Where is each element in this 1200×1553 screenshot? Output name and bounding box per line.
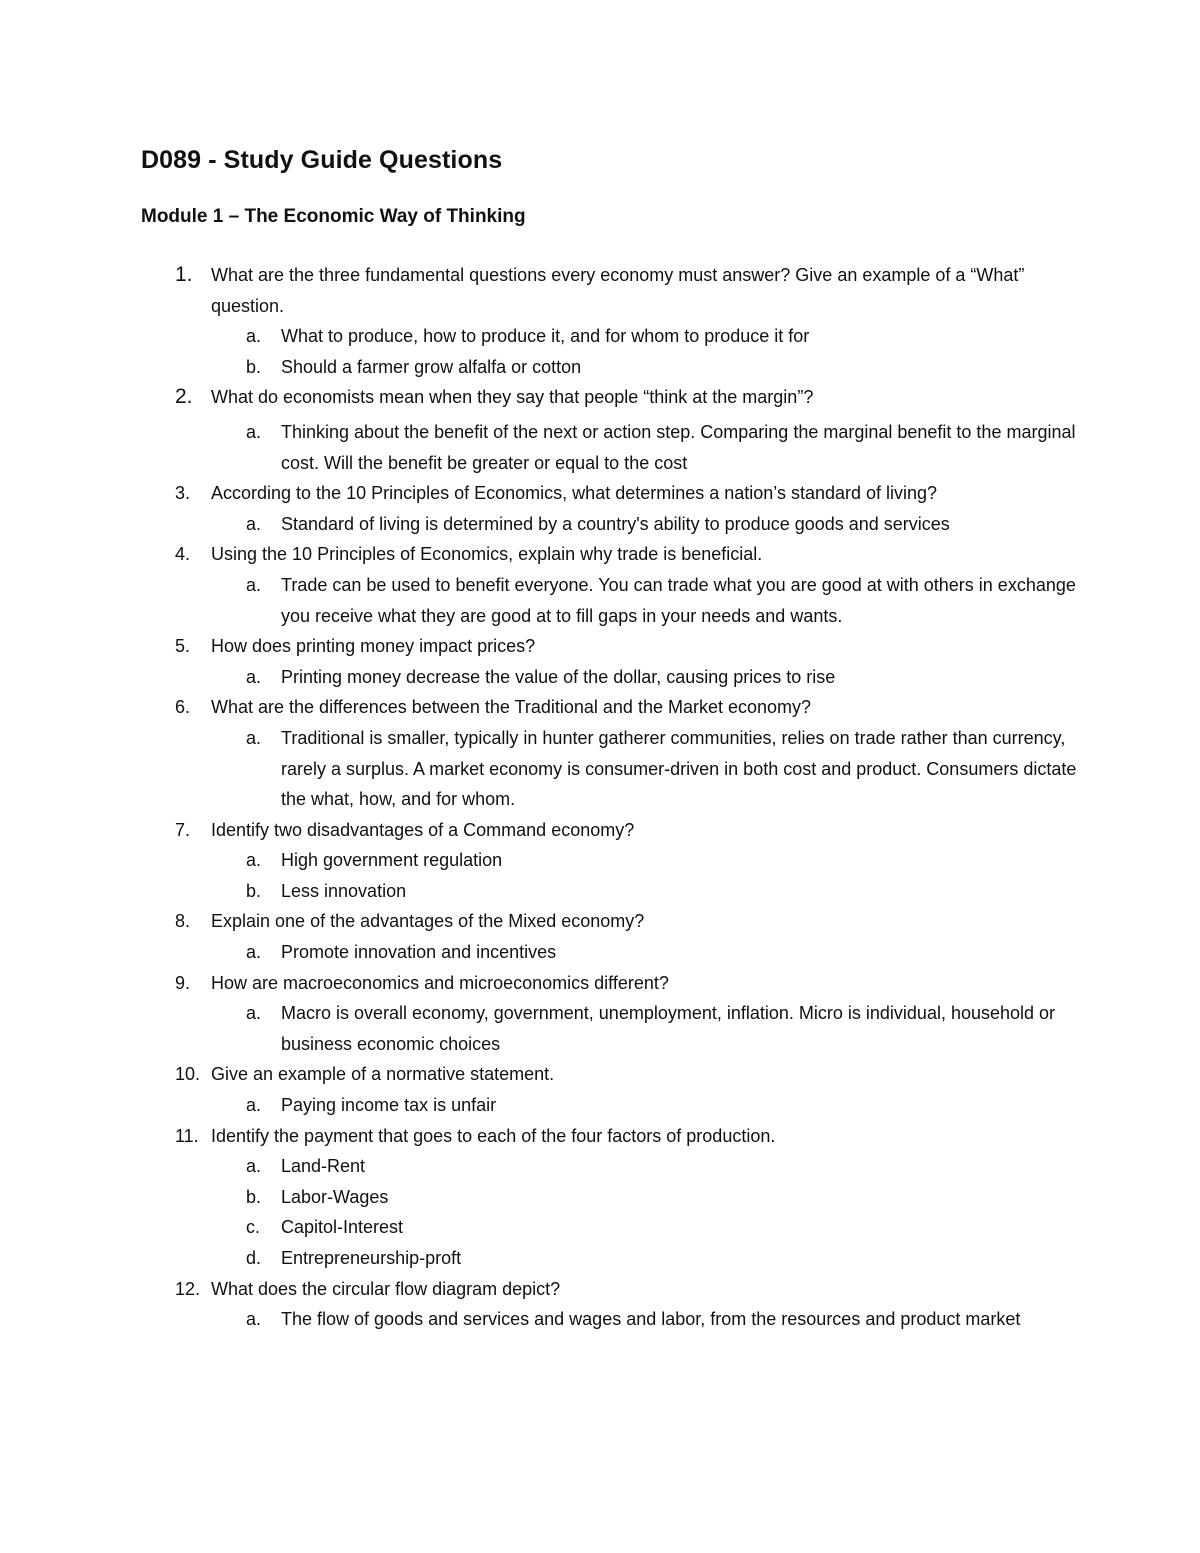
- question-text: What are the differences between the Traditional and the Market economy?: [211, 697, 812, 718]
- answer-letter: a.: [246, 1309, 262, 1330]
- answer-list: [141, 662, 1081, 693]
- question-item: [141, 260, 1081, 382]
- answer-list: [141, 1090, 1081, 1121]
- answer-text: Thinking about the benefit of the next or action step. Comparing the marginal benefit to the marginal cost. Will the benefit be greater or equal to the cost: [281, 421, 1076, 473]
- question-number: 5.: [175, 636, 191, 657]
- answer-text: Should a farmer grow alfalfa or cotton: [281, 356, 582, 377]
- answer-letter: a.: [246, 326, 262, 347]
- question-number: 11.: [175, 1125, 199, 1146]
- question-text: Identify the payment that goes to each of the four factors of production.: [211, 1125, 776, 1146]
- question-number: 9.: [175, 972, 191, 993]
- answer-text: Less innovation: [281, 880, 407, 901]
- question-item: [141, 631, 1081, 692]
- question-number: 4.: [175, 544, 191, 565]
- question-item: [141, 1121, 1081, 1274]
- answer-item: [211, 321, 1081, 352]
- answer-letter: a.: [246, 1095, 262, 1116]
- answer-text: Promote innovation and incentives: [281, 942, 557, 963]
- answer-list: [141, 845, 1081, 906]
- answer-text: Land-Rent: [281, 1156, 366, 1177]
- question-text: Identify two disadvantages of a Command economy?: [211, 819, 635, 840]
- answer-text: The flow of goods and services and wages and labor, from the resources and product market: [281, 1309, 1021, 1330]
- answer-letter: d.: [246, 1248, 262, 1268]
- answer-list: [141, 1304, 1081, 1335]
- question-text: How does printing money impact prices?: [211, 636, 536, 657]
- answer-letter: c.: [246, 1217, 261, 1238]
- question-item: [141, 382, 1081, 478]
- answer-item: [211, 352, 1081, 383]
- answer-letter: a.: [246, 850, 262, 871]
- question-text: How are macroeconomics and microeconomics different?: [211, 972, 669, 993]
- answer-item: [211, 1304, 1081, 1335]
- answer-item: [211, 570, 1081, 631]
- question-number: 10.: [175, 1064, 201, 1085]
- answer-list: [141, 509, 1081, 540]
- answer-item: [211, 1243, 1081, 1274]
- question-item: [141, 478, 1081, 539]
- answer-item: [211, 1212, 1081, 1243]
- answer-text: Labor-Wages: [281, 1186, 389, 1207]
- question-text: According to the 10 Principles of Economics, what determines a nation’s standard of living?: [211, 483, 938, 504]
- answer-item: [211, 417, 1081, 478]
- answer-item: [211, 1090, 1081, 1121]
- question-item: [141, 1274, 1081, 1335]
- answer-text: Paying income tax is unfair: [281, 1095, 497, 1116]
- answer-list: [141, 723, 1081, 815]
- question-number: 1.: [175, 263, 193, 286]
- answer-letter: b.: [246, 1186, 262, 1207]
- answer-list: [141, 321, 1081, 382]
- answer-text: Traditional is smaller, typically in hunter gatherer communities, relies on trade rather than currency, rarely a surplus. A market economy is consumer-driven in both cost and product. Consumers dictate the what, how, and for whom.: [281, 727, 1077, 810]
- answer-item: [211, 1151, 1081, 1182]
- question-number: 7.: [175, 819, 191, 840]
- answer-text: Standard of living is determined by a country's ability to produce goods and services: [281, 513, 950, 534]
- answer-text: High government regulation: [281, 850, 503, 871]
- question-item: [141, 815, 1081, 907]
- answer-letter: a.: [246, 513, 262, 534]
- document-title: D089 - Study Guide Questions: [141, 146, 503, 174]
- question-item: [141, 692, 1081, 814]
- answer-list: [141, 417, 1081, 478]
- question-text: Explain one of the advantages of the Mixed economy?: [211, 911, 645, 932]
- question-number: 3.: [175, 483, 191, 504]
- question-number: 8.: [175, 911, 191, 932]
- question-text: Using the 10 Principles of Economics, explain why trade is beneficial.: [211, 544, 763, 565]
- answer-letter: b.: [246, 880, 262, 901]
- answer-item: [211, 723, 1081, 815]
- answer-letter: a.: [246, 574, 262, 595]
- answer-item: [211, 509, 1081, 540]
- answer-letter: a.: [246, 421, 262, 442]
- answer-list: [141, 937, 1081, 968]
- answer-list: [141, 1151, 1081, 1273]
- answer-item: [211, 937, 1081, 968]
- answer-item: [211, 998, 1081, 1059]
- question-item: [141, 1059, 1081, 1120]
- answer-letter: a.: [246, 666, 262, 687]
- answer-item: [211, 845, 1081, 876]
- answer-item: [211, 1182, 1081, 1213]
- answer-letter: b.: [246, 356, 262, 377]
- question-item: [141, 968, 1081, 1060]
- question-number: 12.: [175, 1278, 201, 1299]
- answer-text: What to produce, how to produce it, and for whom to produce it for: [281, 326, 810, 347]
- question-text: What does the circular flow diagram depict?: [211, 1278, 561, 1299]
- answer-text: Capitol-Interest: [281, 1217, 404, 1238]
- answer-item: [211, 662, 1081, 693]
- question-text: What are the three fundamental questions every economy must answer? Give an example of a “What” question.: [211, 265, 1025, 316]
- answer-text: Macro is overall economy, government, unemployment, inflation. Micro is individual, household or business economic choices: [281, 1003, 1056, 1054]
- answer-letter: a.: [246, 1003, 262, 1024]
- answer-letter: a.: [246, 1156, 262, 1177]
- question-text: Give an example of a normative statement.: [211, 1064, 555, 1085]
- question-item: [141, 906, 1081, 967]
- answer-text: Trade can be used to benefit everyone. You can trade what you are good at with others in exchange you receive what they are good at to fill gaps in your needs and wants.: [281, 574, 1076, 626]
- answer-text: Printing money decrease the value of the dollar, causing prices to rise: [281, 666, 836, 687]
- question-number: 2.: [175, 385, 193, 409]
- question-item: [141, 539, 1081, 631]
- question-text: What do economists mean when they say that people “think at the margin”?: [211, 387, 814, 408]
- answer-text: Entrepreneurship-proft: [281, 1248, 462, 1268]
- answer-item: [211, 876, 1081, 907]
- answer-letter: a.: [246, 942, 262, 963]
- question-number: 6.: [175, 697, 191, 718]
- module-heading: Module 1 – The Economic Way of Thinking: [141, 206, 526, 227]
- answer-letter: a.: [246, 727, 262, 748]
- answer-list: [141, 570, 1081, 631]
- question-list: [141, 260, 1081, 1335]
- answer-list: [141, 998, 1081, 1059]
